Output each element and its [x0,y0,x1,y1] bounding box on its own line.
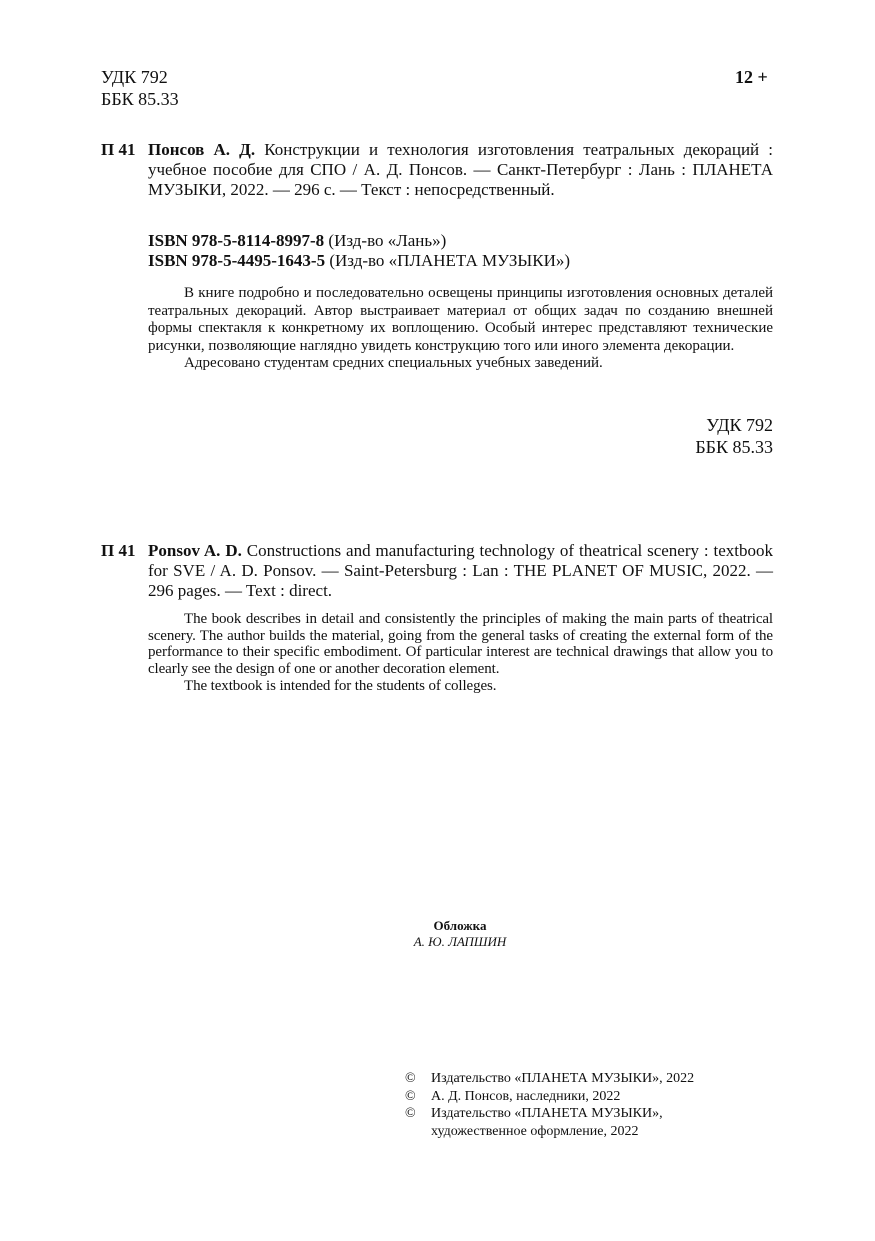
copyright-line [405,1105,694,1123]
isbn-line-1 [148,231,570,251]
isbn-block [148,231,570,271]
udk-code: УДК 792 [101,67,168,87]
cover-title: Обложка [433,918,487,933]
copyright-line [405,1070,694,1088]
copyright-symbol [405,1123,431,1141]
udk-code-right: УДК 792 [706,415,773,435]
isbn-line-2 [148,251,570,271]
udk-header-block [101,66,179,110]
isbn-2-publisher: (Изд-во «ПЛАНЕТА МУЗЫКИ») [325,251,571,270]
age-rating: 12 + [735,67,768,87]
copyright-symbol: © [405,1106,416,1121]
ru-audience: Адресовано студентам средних специальных учебных заведений. [184,355,603,371]
bbk-code: ББК 85.33 [101,89,179,109]
en-audience: The textbook is intended for the students of colleges. [184,677,497,694]
ru-author-mark: П 41 [101,140,136,159]
en-entry-body [148,541,773,601]
copyright-text: А. Д. Понсов, наследники, 2022 [431,1088,621,1104]
copyright-line [405,1088,694,1106]
udk-right-block [640,414,773,458]
en-annotation-text: The book describes in detail and consistently the principles of making the main parts of theatrical scenery. The author builds the material, going from the general tasks of creating the external form of the performance to their specific embodiment. Of particular interest are technical drawings that allow you to clearly see the design of one or another decoration element. [148,611,773,678]
en-author: Ponsov A. D. [148,541,242,560]
copyright-text: художественное оформление, 2022 [431,1123,639,1139]
bbk-code-right: ББК 85.33 [695,437,773,457]
copyright-block [405,1070,694,1140]
ru-author: Понсов А. Д. [148,140,256,159]
en-bibliographic-entry [101,541,773,601]
copyright-text: Издательство «ПЛАНЕТА МУЗЫКИ», 2022 [431,1071,695,1086]
en-annotation [148,611,773,695]
copyright-symbol: © [405,1071,416,1086]
en-entry-text: Constructions and manufacturing technology of theatrical scenery : textbook for SVE / A. D. Ponsov. — Saint-Petersburg : Lan : THE PLANET OF MUSIC, 2022. — 296 pages. — Text : direct. [148,541,773,600]
ru-bibliographic-entry [101,140,773,200]
cover-artist: А. Ю. ЛАПШИН [413,934,507,949]
ru-annotation [148,285,773,373]
copyright-symbol: © [405,1088,416,1104]
ru-entry-text: Конструкции и технология изготовления театральных декораций : учебное пособие для СПО / А. Д. Понсов. — Санкт-Петербург : Лань : ПЛАНЕТА МУЗЫКИ, 2022. — 296 с. — Текст : непосредственный. [148,140,774,199]
en-author-mark: П 41 [101,541,136,560]
copyright-text: Издательство «ПЛАНЕТА МУЗЫКИ», [431,1106,663,1121]
copyright-line [405,1123,694,1141]
cover-credit [380,918,540,950]
ru-entry-body [148,140,773,200]
isbn-1: ISBN 978-5-8114-8997-8 [148,231,325,250]
isbn-2: ISBN 978-5-4495-1643-5 [148,251,326,270]
isbn-1-publisher: (Изд-во «Лань») [324,231,447,250]
ru-annotation-text: В книге подробно и последовательно освещены принципы изготовления основных деталей театральных декораций. Автор выстраивает материал от общих задач по созданию внешней формы спектакля к конкретному их воплощению. Особый интерес представляют технические рисунки, позволяющие наглядно увидеть конструкцию того или иного элемента декорации. [148,285,773,354]
